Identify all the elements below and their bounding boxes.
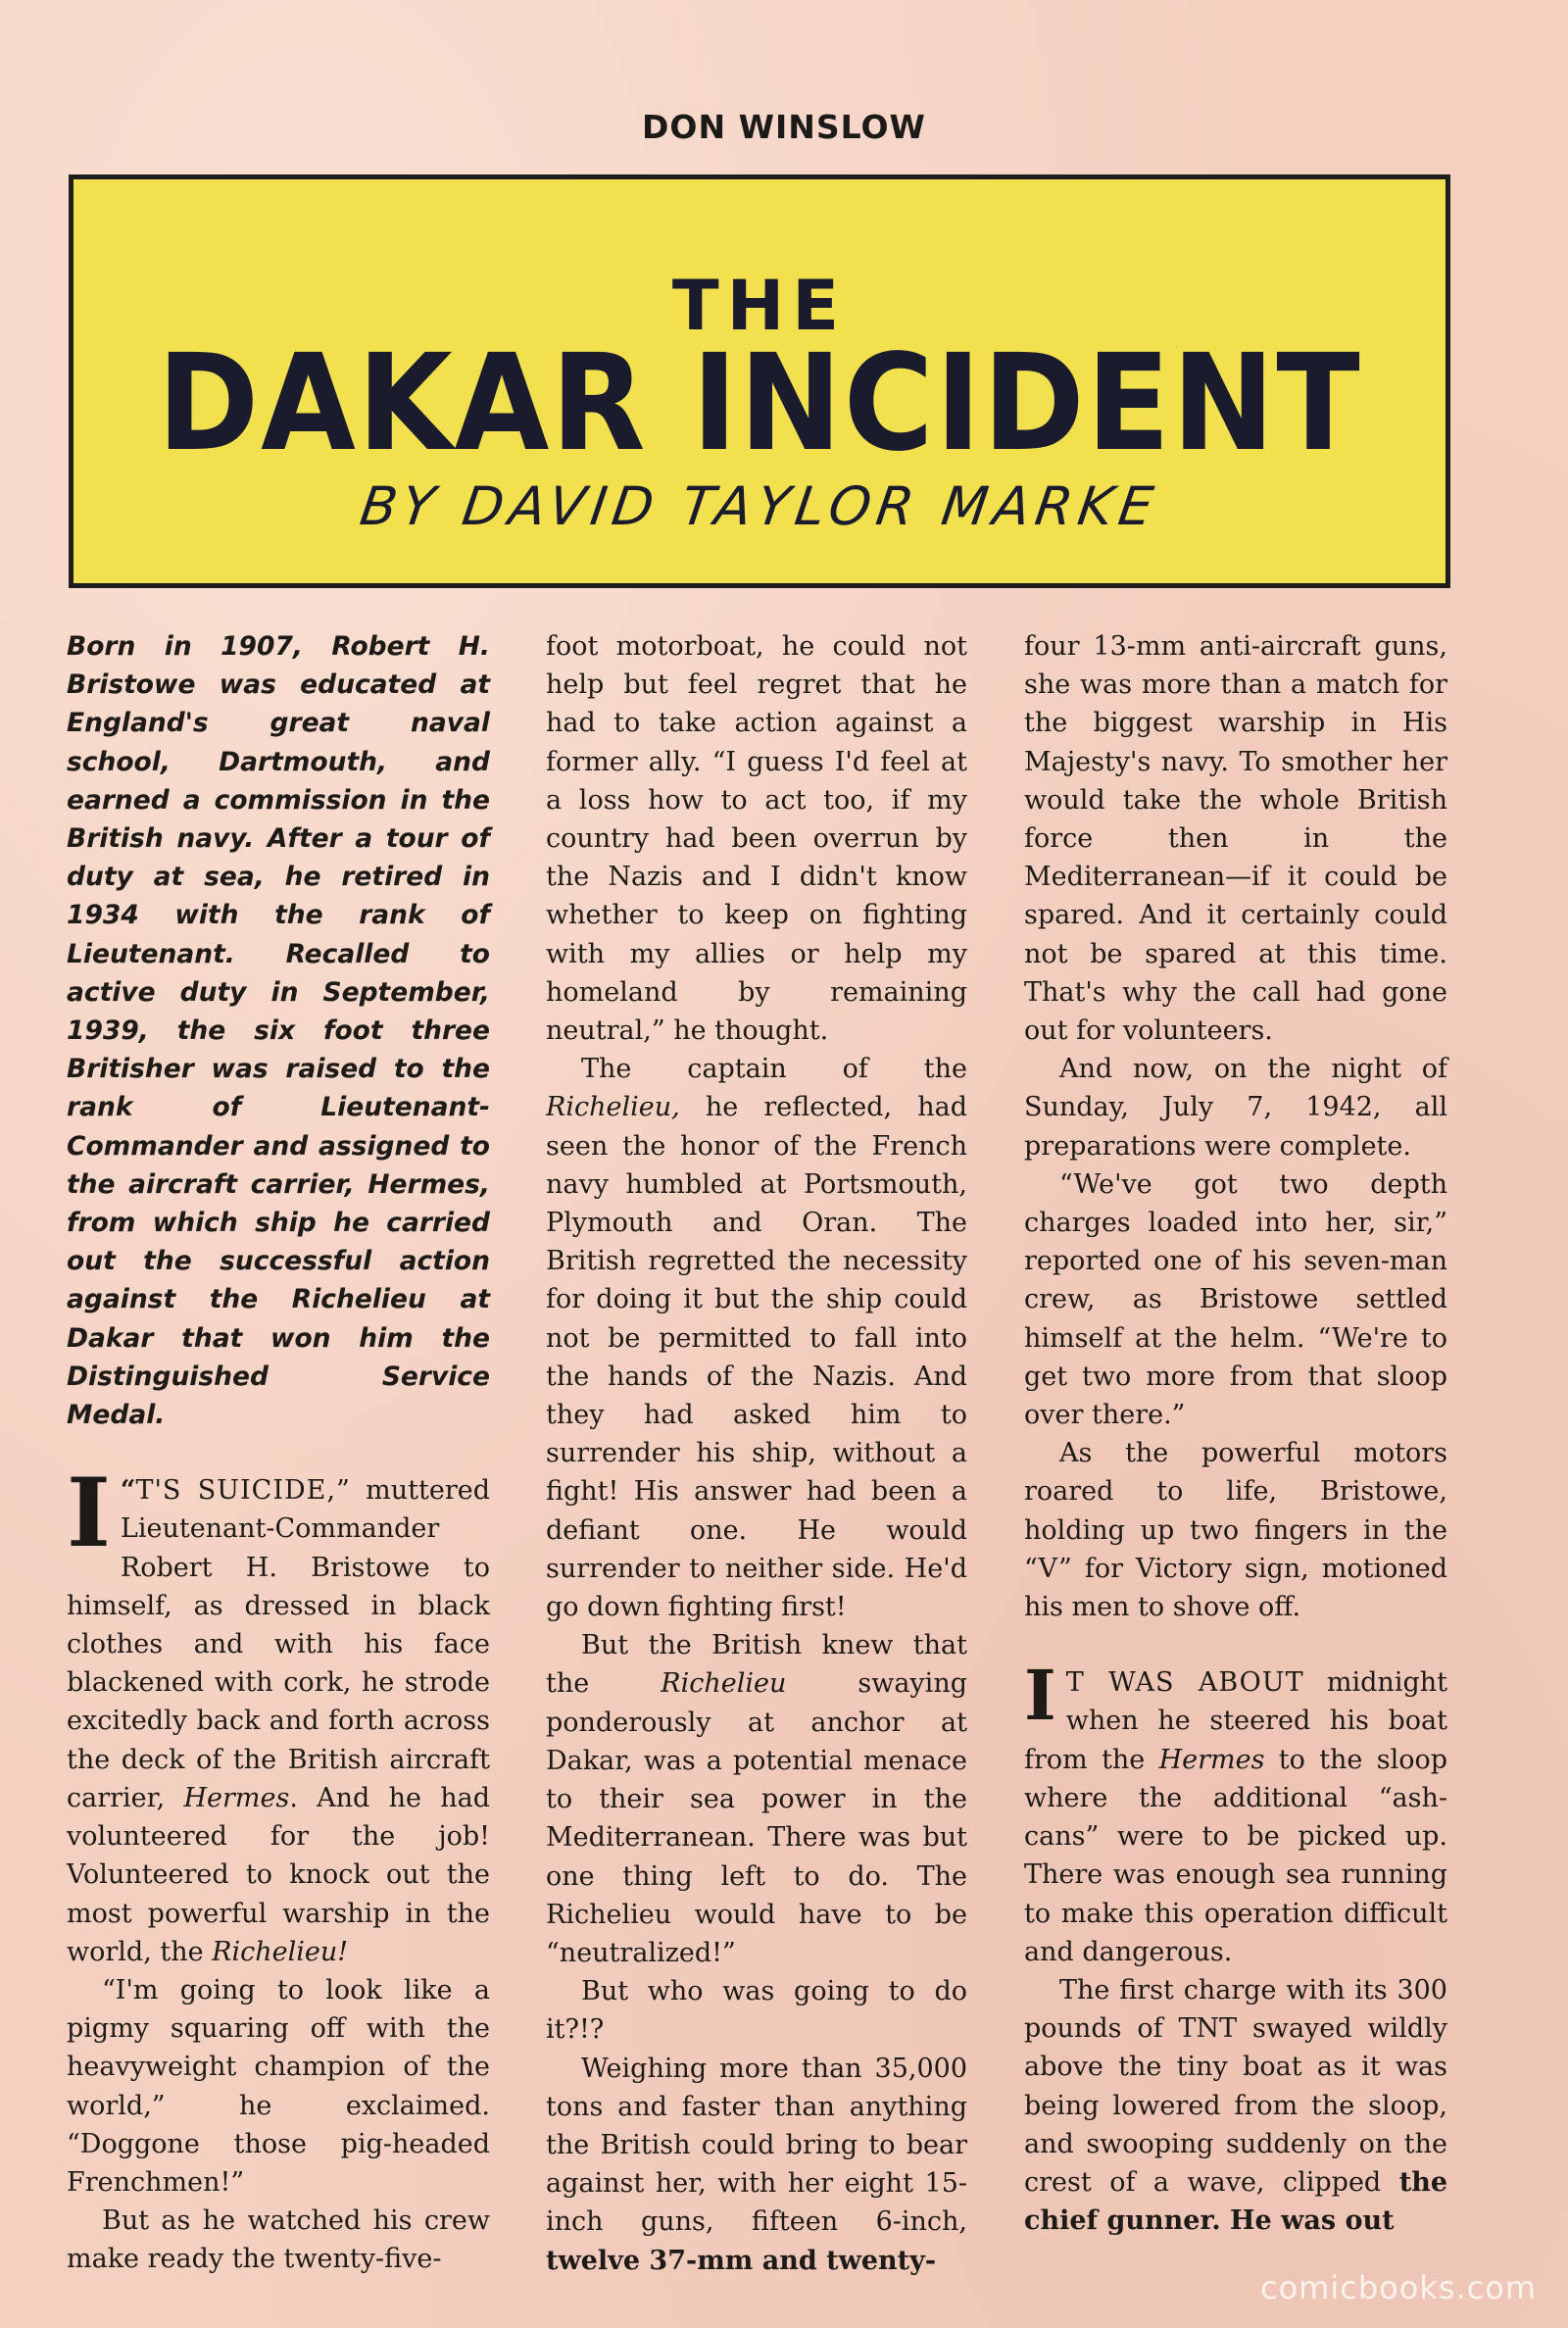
ship-name-richelieu: Richelieu,: [546, 1092, 680, 1123]
lead-caps: T WAS ABOUT: [1065, 1667, 1304, 1699]
col3-p6-text: The first charge with its 300 pounds of TNT swayed wildly above the tiny boat as it was being lowered from the sloop, and swooping suddenly on the crest of a wave, clipped: [1024, 1974, 1447, 2198]
col1-text: muttered Lieutenant-Commander Robert H. Bristowe to himself, as dressed in black clothes and with his face blackened with cork, he strode excitedly back and forth across the deck of the British aircraft carrier,: [67, 1475, 491, 1813]
col3-paragraph-3: “We've got two depth charges loaded into her, sir,” reported one of his seven-man crew, as Bristowe settled himself at the helm. “We're to get two more from that sloop over there.”: [1024, 1168, 1447, 1431]
col2-p3-text-a: But the British knew that the: [546, 1630, 967, 1700]
title-box: [69, 174, 1450, 588]
drop-cap: I: [67, 1458, 111, 1569]
column-1: [67, 627, 490, 2279]
col1-paragraph-1: [67, 1458, 491, 1971]
col3-paragraph-6: [1024, 1971, 1447, 2240]
col2-paragraph-2: [546, 1050, 967, 1626]
ship-name-richelieu: Richelieu!: [212, 1936, 349, 1967]
col3-paragraph-2: And now, on the night of Sunday, July 7, 1942, all preparations were complete.: [1024, 1054, 1447, 1162]
story-title: DAKAR INCIDENT: [157, 326, 1362, 481]
col3-paragraph-1: four 13-mm anti-aircraft guns, she was more than a match for the biggest warship in His Majesty's navy. To smother her would take the whole British force then in the Mediterranean—if it could be spared. And it certainly could not be spared at this time. That's why the call had gone out for volunteers.: [1024, 631, 1447, 1047]
col3-paragraph-4: As the powerful motors roared to life, Bristowe, holding up two fingers in the “V” for Victory sign, motioned his men to shove off.: [1024, 1438, 1447, 1623]
col3-p5-text-b: to the sloop where the additional “ash-cans” were to be picked up. There was enough sea running to make this operation difficult and dangerous.: [1024, 1744, 1448, 1967]
col2-p5-bold: twelve 37-mm and twenty-: [546, 2245, 937, 2276]
col3-p6-bold: the chief gunner. He was out: [1024, 2166, 1447, 2237]
col1-paragraph-3: But as he watched his crew make ready the twenty-five-: [67, 2205, 490, 2275]
drop-cap: I: [1024, 1655, 1056, 1737]
col2-p5-text: Weighing more than 35,000 tons and faster than anything the British could bring to bear against her, with her eight 15-inch guns, fifteen 6-inch,: [546, 2053, 967, 2238]
lead-caps: T'S SUICIDE,”: [135, 1475, 351, 1507]
col2-paragraph-5: [546, 2050, 967, 2280]
ship-name-richelieu: Richelieu: [661, 1668, 787, 1700]
col2-p2-text-b: he reflected, had seen the honor of the French navy humbled at Portsmouth, Plymouth and Oran. The British regretted the necessity for doing it but the ship could not be permitted to fall into the hands of the Nazis. And they had asked him to surrender his ship, without a fight! His answer had been a defiant one. He would surrender to neither side. He'd go down fighting first!: [546, 1092, 967, 1623]
section-break: [1024, 1626, 1447, 1663]
title-the: THE: [671, 266, 848, 346]
col2-paragraph-1: foot motorboat, he could not help but feel regret that he had to take action against a former ally. “I guess I'd feel at a loss how to act too, if my country had been overrun by the Nazis and I didn't know whether to keep on fighting with my allies or help my homeland by remaining neutral,” he thought.: [546, 631, 967, 1047]
watermark: comicbooks.com: [1259, 2269, 1537, 2306]
open-quote: “: [120, 1475, 136, 1507]
col1-text-mid: . And he had volunteered for the job! Volunteered to knock out the most powerful warship in the world, the: [67, 1782, 490, 1967]
col3-p5-text-a: midnight when he steered his boat from the: [1024, 1667, 1447, 1775]
col2-paragraph-3: [546, 1626, 967, 1972]
byline: BY DAVID TAYLOR MARKE: [356, 475, 1163, 537]
column-2: [546, 627, 967, 2280]
col2-p3-text-b: swaying ponderously at anchor at Dakar, was a potential menace to their sea power in the Mediterranean. There was but one thing left to do. The Richelieu would have to be “neutralized!”: [546, 1668, 967, 1968]
col2-paragraph-4: But who was going to do it?!?: [546, 1976, 967, 2046]
column-3: [1024, 627, 1447, 2240]
ship-name-hermes: Hermes: [183, 1782, 290, 1813]
col3-paragraph-5: [1024, 1655, 1448, 1971]
ship-name-hermes: Hermes: [1158, 1744, 1265, 1775]
col1-paragraph-2: “I'm going to look like a pigmy squaring off with the heavyweight champion of the world,” he exclaimed. “Doggone those pig-headed Frenchmen!”: [67, 1974, 490, 2198]
intro-paragraph: Born in 1907, Robert H. Bristowe was educated at England's great naval school, Dartmouth, and earned a commission in the British navy. After a tour of duty at sea, he retired in 1934 with the rank of Lieutenant. Recalled to active duty in September, 1939, the six foot three Britisher was raised to the rank of Lieutenant-Commander and assigned to the aircraft carrier, Hermes, from which ship he carried out the successful action against the Richelieu at Dakar that won him the Distinguished Service Medal.: [67, 631, 490, 1431]
running-head: DON WINSLOW: [642, 108, 926, 146]
col2-p2-text-a: The captain of the: [581, 1054, 967, 1085]
